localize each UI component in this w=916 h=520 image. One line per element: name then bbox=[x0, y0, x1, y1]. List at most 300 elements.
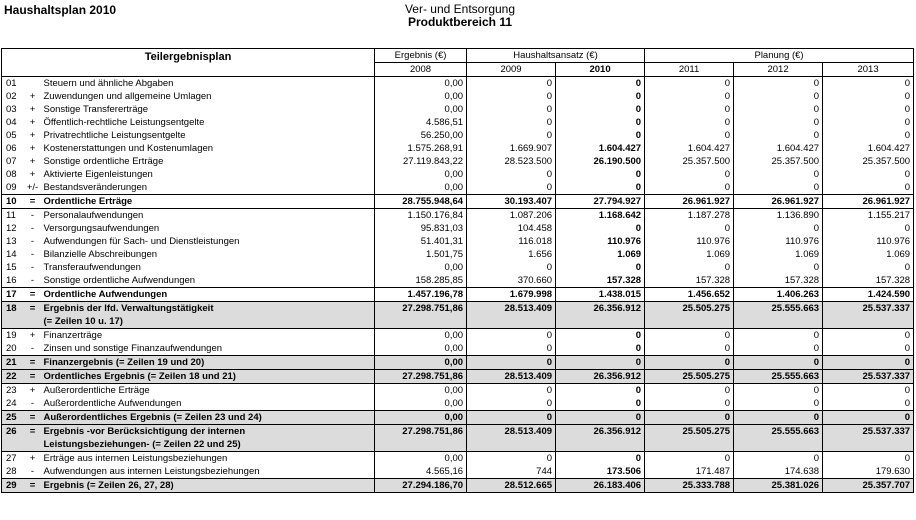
row-label: Aufwendungen aus internen Leistungsbeziehungen bbox=[40, 465, 375, 479]
value-cell-2011: 1.604.427 bbox=[645, 142, 734, 155]
value-cell-2012: 25.555.663 bbox=[734, 425, 823, 452]
value-cell-2011: 0 bbox=[645, 103, 734, 116]
row-number: 16 bbox=[2, 274, 26, 288]
value-cell-2009: 0 bbox=[467, 181, 556, 195]
value-cell-2010: 0 bbox=[556, 384, 645, 398]
row-label: Finanzergebnis (= Zeilen 19 und 20) bbox=[40, 356, 375, 370]
table-row bbox=[2, 384, 914, 398]
document-title: Haushaltsplan 2010 bbox=[4, 3, 117, 17]
value-cell-2010: 26.356.912 bbox=[556, 302, 645, 329]
value-cell-2012: 0 bbox=[734, 103, 823, 116]
year-2009: 2009 bbox=[467, 63, 556, 77]
value-cell-2013: 157.328 bbox=[823, 274, 914, 288]
row-label: Außerordentliche Aufwendungen bbox=[40, 397, 375, 411]
year-2010: 2010 bbox=[556, 63, 645, 77]
row-number: 10 bbox=[2, 195, 26, 209]
value-cell-2013: 25.357.500 bbox=[823, 155, 914, 168]
value-cell-2013: 0 bbox=[823, 342, 914, 356]
value-cell-2011: 110.976 bbox=[645, 235, 734, 248]
row-label: Sonstige ordentliche Erträge bbox=[40, 155, 375, 168]
value-cell-2010: 0 bbox=[556, 222, 645, 235]
value-cell-2011: 0 bbox=[645, 411, 734, 425]
row-number: 13 bbox=[2, 235, 26, 248]
value-cell-2009: 104.458 bbox=[467, 222, 556, 235]
table-row bbox=[2, 155, 914, 168]
row-operator: + bbox=[29, 156, 36, 167]
value-cell-2008: 51.401,31 bbox=[375, 235, 467, 248]
value-cell-2013: 25.537.337 bbox=[823, 302, 914, 329]
value-cell-2008: 0,00 bbox=[375, 90, 467, 103]
value-cell-2013: 0 bbox=[823, 222, 914, 235]
header-ergebnis: Ergebnis (€) bbox=[375, 49, 467, 63]
row-label: Personalaufwendungen bbox=[40, 209, 375, 223]
value-cell-2010: 0 bbox=[556, 168, 645, 181]
row-label: Kostenerstattungen und Kostenumlagen bbox=[40, 142, 375, 155]
row-operator: + bbox=[29, 143, 36, 154]
row-number: 22 bbox=[2, 370, 26, 384]
value-cell-2012: 0 bbox=[734, 356, 823, 370]
value-cell-2013: 0 bbox=[823, 77, 914, 91]
value-cell-2013: 25.357.707 bbox=[823, 479, 914, 493]
value-cell-2009: 0 bbox=[467, 77, 556, 91]
value-cell-2011: 0 bbox=[645, 397, 734, 411]
row-label: Ordentliche Aufwendungen bbox=[40, 288, 375, 302]
value-cell-2012: 0 bbox=[734, 261, 823, 274]
value-cell-2008: 0,00 bbox=[375, 261, 467, 274]
row-operator: = bbox=[26, 356, 40, 370]
value-cell-2010: 0 bbox=[556, 181, 645, 195]
document-subtitle bbox=[300, 3, 620, 29]
table-row bbox=[2, 181, 914, 195]
table-row bbox=[2, 142, 914, 155]
subtitle-line-1: Ver- und Entsorgung bbox=[404, 2, 516, 16]
table-row bbox=[2, 342, 914, 356]
teilergebnisplan-table bbox=[1, 48, 914, 493]
value-cell-2008: 27.298.751,86 bbox=[375, 370, 467, 384]
value-cell-2011: 0 bbox=[645, 116, 734, 129]
value-cell-2010: 0 bbox=[556, 90, 645, 103]
value-cell-2010: 1.438.015 bbox=[556, 288, 645, 302]
value-cell-2012: 110.976 bbox=[734, 235, 823, 248]
row-operator: - bbox=[30, 275, 35, 286]
row-label: Aktivierte Eigenleistungen bbox=[40, 168, 375, 181]
row-operator: = bbox=[26, 302, 40, 329]
value-cell-2013: 0 bbox=[823, 90, 914, 103]
row-label: Sonstige ordentliche Aufwendungen bbox=[40, 274, 375, 288]
value-cell-2013: 0 bbox=[823, 411, 914, 425]
value-cell-2010: 0 bbox=[556, 129, 645, 142]
value-cell-2012: 0 bbox=[734, 452, 823, 466]
row-operator: + bbox=[29, 117, 36, 128]
value-cell-2012: 157.328 bbox=[734, 274, 823, 288]
value-cell-2013: 0 bbox=[823, 397, 914, 411]
value-cell-2012: 0 bbox=[734, 129, 823, 142]
row-number: 12 bbox=[2, 222, 26, 235]
value-cell-2008: 0,00 bbox=[375, 168, 467, 181]
value-cell-2012: 25.357.500 bbox=[734, 155, 823, 168]
value-cell-2009: 0 bbox=[467, 129, 556, 142]
row-number: 11 bbox=[2, 209, 26, 223]
value-cell-2012: 25.555.663 bbox=[734, 370, 823, 384]
row-operator: - bbox=[30, 223, 35, 234]
table-row bbox=[2, 90, 914, 103]
value-cell-2013: 25.537.337 bbox=[823, 370, 914, 384]
value-cell-2011: 25.505.275 bbox=[645, 370, 734, 384]
value-cell-2010: 0 bbox=[556, 261, 645, 274]
value-cell-2012: 0 bbox=[734, 181, 823, 195]
value-cell-2012: 1.406.263 bbox=[734, 288, 823, 302]
value-cell-2011: 25.333.788 bbox=[645, 479, 734, 493]
value-cell-2013: 0 bbox=[823, 116, 914, 129]
value-cell-2009: 0 bbox=[467, 384, 556, 398]
row-number: 25 bbox=[2, 411, 26, 425]
value-cell-2008: 1.501,75 bbox=[375, 248, 467, 261]
row-number: 02 bbox=[2, 90, 26, 103]
value-cell-2011: 0 bbox=[645, 356, 734, 370]
row-label: Ordentliche Erträge bbox=[40, 195, 375, 209]
value-cell-2012: 0 bbox=[734, 116, 823, 129]
value-cell-2013: 25.537.337 bbox=[823, 425, 914, 452]
row-number: 03 bbox=[2, 103, 26, 116]
row-operator: - bbox=[30, 466, 35, 477]
year-2008: 2008 bbox=[375, 63, 467, 77]
year-2013: 2013 bbox=[823, 63, 914, 77]
table-row bbox=[2, 425, 914, 439]
row-operator: + bbox=[29, 385, 36, 396]
row-operator: - bbox=[30, 343, 35, 354]
value-cell-2008: 28.755.948,64 bbox=[375, 195, 467, 209]
row-label: Zuwendungen und allgemeine Umlagen bbox=[40, 90, 375, 103]
value-cell-2010: 1.168.642 bbox=[556, 209, 645, 223]
value-cell-2011: 0 bbox=[645, 452, 734, 466]
value-cell-2008: 158.285,85 bbox=[375, 274, 467, 288]
value-cell-2009: 1.669.907 bbox=[467, 142, 556, 155]
value-cell-2013: 26.961.927 bbox=[823, 195, 914, 209]
row-label: Steuern und ähnliche Abgaben bbox=[40, 77, 375, 91]
row-number: 20 bbox=[2, 342, 26, 356]
value-cell-2011: 0 bbox=[645, 342, 734, 356]
row-operator: = bbox=[26, 370, 40, 384]
row-number: 26 bbox=[2, 425, 26, 452]
table-row bbox=[2, 411, 914, 425]
row-label: Ergebnis der lfd. Verwaltungstätigkeit bbox=[40, 302, 375, 316]
value-cell-2008: 4.586,51 bbox=[375, 116, 467, 129]
value-cell-2009: 0 bbox=[467, 342, 556, 356]
value-cell-2011: 1.456.652 bbox=[645, 288, 734, 302]
table-row bbox=[2, 370, 914, 384]
value-cell-2010: 0 bbox=[556, 103, 645, 116]
value-cell-2009: 1.656 bbox=[467, 248, 556, 261]
row-number: 14 bbox=[2, 248, 26, 261]
value-cell-2010: 26.183.406 bbox=[556, 479, 645, 493]
value-cell-2011: 157.328 bbox=[645, 274, 734, 288]
value-cell-2010: 27.794.927 bbox=[556, 195, 645, 209]
row-operator: = bbox=[26, 288, 40, 302]
row-operator: + bbox=[29, 130, 36, 141]
table-row bbox=[2, 356, 914, 370]
value-cell-2008: 0,00 bbox=[375, 356, 467, 370]
value-cell-2011: 171.487 bbox=[645, 465, 734, 479]
value-cell-2008: 1.575.268,91 bbox=[375, 142, 467, 155]
table-row bbox=[2, 329, 914, 343]
value-cell-2009: 28.512.665 bbox=[467, 479, 556, 493]
value-cell-2010: 0 bbox=[556, 411, 645, 425]
subtitle-line-2: Produktbereich 11 bbox=[407, 15, 513, 29]
row-operator: + bbox=[29, 453, 36, 464]
value-cell-2008: 0,00 bbox=[375, 103, 467, 116]
table-title: Teilergebnisplan bbox=[2, 49, 375, 77]
value-cell-2011: 0 bbox=[645, 384, 734, 398]
value-cell-2010: 26.356.912 bbox=[556, 370, 645, 384]
row-label: Versorgungsaufwendungen bbox=[40, 222, 375, 235]
row-number: 24 bbox=[2, 397, 26, 411]
row-number: 06 bbox=[2, 142, 26, 155]
value-cell-2012: 0 bbox=[734, 168, 823, 181]
table-row bbox=[2, 479, 914, 493]
value-cell-2010: 0 bbox=[556, 77, 645, 91]
table-row bbox=[2, 452, 914, 466]
value-cell-2011: 0 bbox=[645, 90, 734, 103]
row-operator bbox=[26, 77, 40, 91]
table-row bbox=[2, 288, 914, 302]
value-cell-2008: 56.250,00 bbox=[375, 129, 467, 142]
row-label: Bestandsveränderungen bbox=[40, 181, 375, 195]
value-cell-2013: 1.604.427 bbox=[823, 142, 914, 155]
value-cell-2013: 1.424.590 bbox=[823, 288, 914, 302]
value-cell-2008: 27.119.843,22 bbox=[375, 155, 467, 168]
row-number: 28 bbox=[2, 465, 26, 479]
row-number: 08 bbox=[2, 168, 26, 181]
value-cell-2008: 0,00 bbox=[375, 329, 467, 343]
value-cell-2009: 28.513.409 bbox=[467, 302, 556, 329]
table-row bbox=[2, 209, 914, 223]
row-number: 18 bbox=[2, 302, 26, 329]
row-number: 19 bbox=[2, 329, 26, 343]
value-cell-2010: 26.356.912 bbox=[556, 425, 645, 452]
value-cell-2008: 0,00 bbox=[375, 397, 467, 411]
value-cell-2009: 116.018 bbox=[467, 235, 556, 248]
value-cell-2008: 4.565,16 bbox=[375, 465, 467, 479]
value-cell-2010: 0 bbox=[556, 356, 645, 370]
value-cell-2010: 0 bbox=[556, 342, 645, 356]
value-cell-2009: 0 bbox=[467, 261, 556, 274]
row-label: Außerordentliche Erträge bbox=[40, 384, 375, 398]
value-cell-2009: 28.513.409 bbox=[467, 370, 556, 384]
value-cell-2012: 0 bbox=[734, 397, 823, 411]
value-cell-2009: 0 bbox=[467, 116, 556, 129]
value-cell-2013: 0 bbox=[823, 384, 914, 398]
row-operator: - bbox=[30, 236, 35, 247]
value-cell-2013: 0 bbox=[823, 329, 914, 343]
row-operator: - bbox=[30, 398, 35, 409]
value-cell-2012: 1.136.890 bbox=[734, 209, 823, 223]
value-cell-2008: 0,00 bbox=[375, 452, 467, 466]
table-row bbox=[2, 103, 914, 116]
table-row bbox=[2, 235, 914, 248]
value-cell-2013: 1.155.217 bbox=[823, 209, 914, 223]
row-operator: = bbox=[26, 425, 40, 452]
value-cell-2011: 0 bbox=[645, 168, 734, 181]
row-label: Ergebnis -vor Berücksichtigung der internen bbox=[40, 425, 375, 439]
row-operator: - bbox=[30, 262, 35, 273]
value-cell-2009: 0 bbox=[467, 356, 556, 370]
row-operator: = bbox=[26, 411, 40, 425]
row-label: Erträge aus internen Leistungsbeziehungen bbox=[40, 452, 375, 466]
value-cell-2013: 0 bbox=[823, 168, 914, 181]
value-cell-2010: 0 bbox=[556, 397, 645, 411]
row-operator: + bbox=[29, 104, 36, 115]
value-cell-2009: 1.679.998 bbox=[467, 288, 556, 302]
value-cell-2008: 0,00 bbox=[375, 181, 467, 195]
value-cell-2011: 0 bbox=[645, 222, 734, 235]
value-cell-2010: 1.069 bbox=[556, 248, 645, 261]
row-operator: - bbox=[30, 210, 35, 221]
table-row bbox=[2, 302, 914, 316]
row-label: Bilanzielle Abschreibungen bbox=[40, 248, 375, 261]
value-cell-2012: 1.604.427 bbox=[734, 142, 823, 155]
row-number: 09 bbox=[2, 181, 26, 195]
value-cell-2010: 157.328 bbox=[556, 274, 645, 288]
table-row bbox=[2, 129, 914, 142]
value-cell-2011: 25.357.500 bbox=[645, 155, 734, 168]
value-cell-2010: 26.190.500 bbox=[556, 155, 645, 168]
table-row bbox=[2, 397, 914, 411]
value-cell-2011: 1.187.278 bbox=[645, 209, 734, 223]
value-cell-2009: 744 bbox=[467, 465, 556, 479]
row-number: 05 bbox=[2, 129, 26, 142]
value-cell-2012: 0 bbox=[734, 222, 823, 235]
row-number: 17 bbox=[2, 288, 26, 302]
value-cell-2011: 0 bbox=[645, 129, 734, 142]
value-cell-2008: 1.150.176,84 bbox=[375, 209, 467, 223]
value-cell-2010: 0 bbox=[556, 329, 645, 343]
row-label: Außerordentliches Ergebnis (= Zeilen 23 und 24) bbox=[40, 411, 375, 425]
table-row bbox=[2, 274, 914, 288]
table-row bbox=[2, 195, 914, 209]
row-label: Ergebnis (= Zeilen 26, 27, 28) bbox=[40, 479, 375, 493]
value-cell-2010: 110.976 bbox=[556, 235, 645, 248]
row-label: Ordentliches Ergebnis (= Zeilen 18 und 21) bbox=[40, 370, 375, 384]
value-cell-2010: 0 bbox=[556, 116, 645, 129]
value-cell-2009: 0 bbox=[467, 452, 556, 466]
value-cell-2012: 0 bbox=[734, 329, 823, 343]
table-row bbox=[2, 222, 914, 235]
value-cell-2008: 0,00 bbox=[375, 342, 467, 356]
value-cell-2012: 26.961.927 bbox=[734, 195, 823, 209]
value-cell-2012: 0 bbox=[734, 384, 823, 398]
value-cell-2013: 0 bbox=[823, 129, 914, 142]
value-cell-2013: 110.976 bbox=[823, 235, 914, 248]
value-cell-2012: 1.069 bbox=[734, 248, 823, 261]
table-row bbox=[2, 77, 914, 91]
value-cell-2011: 1.069 bbox=[645, 248, 734, 261]
value-cell-2009: 28.513.409 bbox=[467, 425, 556, 452]
table-header-row-1 bbox=[2, 49, 914, 63]
value-cell-2012: 25.555.663 bbox=[734, 302, 823, 329]
row-label: (= Zeilen 10 u. 17) bbox=[40, 315, 375, 329]
row-operator: = bbox=[26, 479, 40, 493]
row-operator: + bbox=[29, 330, 36, 341]
row-number: 07 bbox=[2, 155, 26, 168]
row-operator: +/- bbox=[26, 182, 39, 193]
row-label: Finanzerträge bbox=[40, 329, 375, 343]
value-cell-2012: 25.381.026 bbox=[734, 479, 823, 493]
value-cell-2009: 28.523.500 bbox=[467, 155, 556, 168]
value-cell-2009: 0 bbox=[467, 329, 556, 343]
value-cell-2008: 0,00 bbox=[375, 77, 467, 91]
value-cell-2008: 27.294.186,70 bbox=[375, 479, 467, 493]
table-row bbox=[2, 261, 914, 274]
value-cell-2008: 27.298.751,86 bbox=[375, 425, 467, 452]
value-cell-2009: 370.660 bbox=[467, 274, 556, 288]
row-number: 01 bbox=[2, 77, 26, 91]
value-cell-2008: 95.831,03 bbox=[375, 222, 467, 235]
row-label: Öffentlich-rechtliche Leistungsentgelte bbox=[40, 116, 375, 129]
row-number: 04 bbox=[2, 116, 26, 129]
row-label: Privatrechtliche Leistungsentgelte bbox=[40, 129, 375, 142]
value-cell-2010: 1.604.427 bbox=[556, 142, 645, 155]
table-row bbox=[2, 116, 914, 129]
header-haushaltsansatz: Haushaltsansatz (€) bbox=[467, 49, 645, 63]
row-label: Aufwendungen für Sach- und Dienstleistungen bbox=[40, 235, 375, 248]
value-cell-2010: 0 bbox=[556, 452, 645, 466]
value-cell-2009: 0 bbox=[467, 168, 556, 181]
table-row bbox=[2, 248, 914, 261]
row-label: Sonstige Transfererträge bbox=[40, 103, 375, 116]
value-cell-2013: 1.069 bbox=[823, 248, 914, 261]
value-cell-2011: 25.505.275 bbox=[645, 425, 734, 452]
row-operator: - bbox=[30, 249, 35, 260]
value-cell-2009: 1.087.206 bbox=[467, 209, 556, 223]
value-cell-2013: 179.630 bbox=[823, 465, 914, 479]
header-planung: Planung (€) bbox=[645, 49, 914, 63]
value-cell-2011: 26.961.927 bbox=[645, 195, 734, 209]
row-number: 21 bbox=[2, 356, 26, 370]
value-cell-2011: 0 bbox=[645, 329, 734, 343]
value-cell-2013: 0 bbox=[823, 103, 914, 116]
value-cell-2013: 0 bbox=[823, 261, 914, 274]
row-number: 29 bbox=[2, 479, 26, 493]
row-number: 27 bbox=[2, 452, 26, 466]
value-cell-2010: 173.506 bbox=[556, 465, 645, 479]
value-cell-2011: 0 bbox=[645, 181, 734, 195]
value-cell-2012: 0 bbox=[734, 342, 823, 356]
table-row bbox=[2, 465, 914, 479]
value-cell-2009: 0 bbox=[467, 90, 556, 103]
row-number: 15 bbox=[2, 261, 26, 274]
year-2012: 2012 bbox=[734, 63, 823, 77]
row-label: Leistungsbeziehungen- (= Zeilen 22 und 25) bbox=[40, 438, 375, 452]
value-cell-2011: 25.505.275 bbox=[645, 302, 734, 329]
table-row bbox=[2, 168, 914, 181]
value-cell-2009: 30.193.407 bbox=[467, 195, 556, 209]
row-operator: + bbox=[29, 91, 36, 102]
value-cell-2012: 0 bbox=[734, 90, 823, 103]
row-label: Transferaufwendungen bbox=[40, 261, 375, 274]
row-number: 23 bbox=[2, 384, 26, 398]
row-label: Zinsen und sonstige Finanzaufwendungen bbox=[40, 342, 375, 356]
value-cell-2009: 0 bbox=[467, 397, 556, 411]
value-cell-2013: 0 bbox=[823, 356, 914, 370]
value-cell-2008: 0,00 bbox=[375, 384, 467, 398]
value-cell-2012: 0 bbox=[734, 411, 823, 425]
value-cell-2008: 0,00 bbox=[375, 411, 467, 425]
value-cell-2011: 0 bbox=[645, 261, 734, 274]
value-cell-2012: 174.638 bbox=[734, 465, 823, 479]
value-cell-2008: 27.298.751,86 bbox=[375, 302, 467, 329]
value-cell-2009: 0 bbox=[467, 411, 556, 425]
value-cell-2009: 0 bbox=[467, 103, 556, 116]
